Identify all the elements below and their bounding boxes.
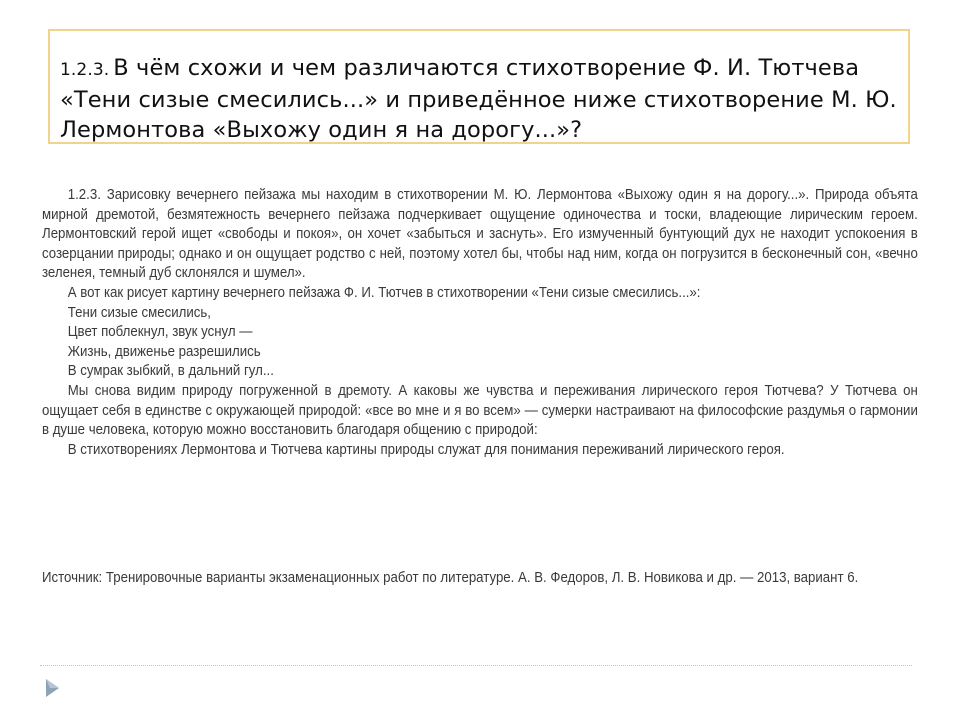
source-citation bbox=[42, 568, 918, 588]
question-number: 1.2.3. bbox=[60, 60, 110, 80]
answer-paragraph-1: 1.2.3. Зарисовку вечернего пейзажа мы находим в стихотворении М. Ю. Лермонтова «Выхожу один я на дорогу...». Природа объята мирной дремотой, безмятежность вечернего пейзажа подчеркивает ощущение одиночества и тоски, владеющие лирическим героем. Лермонтовский герой ищет «свободы и покоя», он хочет «забыться и заснуть». Его измученный бунтующий дух не находит успокоения в созерцании природы; однако и он ощущает родство с ней, поэтому хотел бы, чтобы над ним, когда он погрузится в бесконечный сон, «вечно зеленея, темный дуб склонялся и шумел». bbox=[42, 187, 918, 282]
answer-paragraph-3: Мы снова видим природу погруженной в дремоту. А каковы же чувства и переживания лирического героя Тютчева? У Тютчева он ощущает себя в единстве с окружающей природой: «все во мне и я во всем» — сумерки настраивают на философские раздумья о гармонии в душе человека, которую можно восстановить благодаря общению с природой: bbox=[42, 382, 918, 439]
poem-line: Жизнь, движенье разрешились bbox=[67, 343, 261, 360]
question-box bbox=[48, 29, 910, 144]
poem-line: Цвет поблекнул, звук уснул — bbox=[67, 324, 253, 341]
answer-paragraph-4: В стихотворениях Лермонтова и Тютчева картины природы служат для понимания переживаний лирического героя. bbox=[67, 441, 785, 458]
question-heading bbox=[60, 53, 900, 145]
poem-line: В сумрак зыбкий, в дальний гул... bbox=[67, 363, 274, 380]
next-slide-arrow-shape bbox=[44, 678, 60, 698]
next-slide-arrow-icon[interactable] bbox=[44, 678, 60, 698]
question-text: В чём схожи и чем различаются стихотворение Ф. И. Тютчева «Тени сизые смесились...» и приведённое ниже стихотворение М. Ю. Лермонтова «Выхожу один я на дорогу...»? bbox=[60, 55, 897, 143]
answer-paragraph-2: А вот как рисует картину вечернего пейзажа Ф. И. Тютчев в стихотворении «Тени сизые смесились...»: bbox=[67, 284, 701, 301]
footer-divider bbox=[40, 665, 912, 666]
answer-text bbox=[42, 186, 918, 460]
source-text: Источник: Тренировочные варианты экзаменационных работ по литературе. А. В. Федоров, Л. В. Новикова и др. — 2013, вариант 6. bbox=[42, 570, 859, 586]
poem-line: Тени сизые смесились, bbox=[67, 304, 211, 321]
